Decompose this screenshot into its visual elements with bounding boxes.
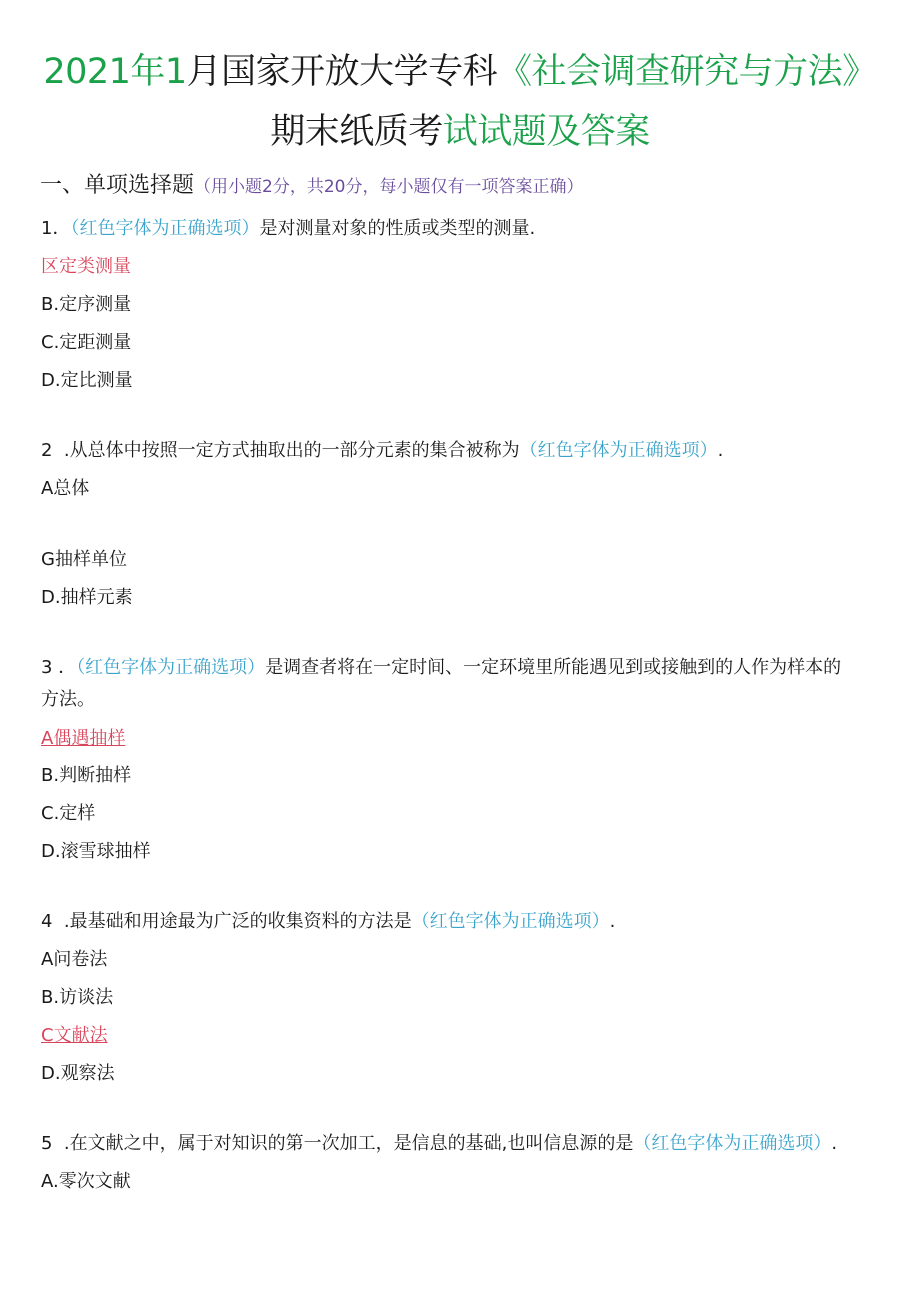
question-3-stem <box>41 655 841 681</box>
question-prefix: .从总体中按照一定方式抽取出的一部分元素的集合被称为 <box>63 440 520 461</box>
question-number: 1 <box>41 218 53 239</box>
question-suffix: 是对测量对象的性质或类型的测量. <box>259 218 536 239</box>
question-number: 2 <box>41 440 53 461</box>
answer-hint: （红色字体为正确选项） <box>70 218 260 239</box>
answer-hint: （红色字体为正确选项） <box>411 911 610 932</box>
question-3-option-b: B.判断抽样 <box>41 765 132 786</box>
question-4-option-a: A问卷法 <box>41 949 108 970</box>
question-4-stem <box>41 909 615 935</box>
question-5-option-a: A.零次文献 <box>41 1171 131 1192</box>
question-2-stem <box>41 438 723 464</box>
title-institution: 月国家开放大学专科 <box>186 52 498 92</box>
question-1-option-d: D.定比测量 <box>41 370 133 391</box>
question-4-option-c-correct: C文献法 <box>41 1025 108 1046</box>
question-1-stem <box>41 216 535 242</box>
question-5-stem <box>41 1131 837 1157</box>
answer-hint: （红色字体为正确选项） <box>519 440 718 461</box>
question-1-option-a-correct: 区定类测量 <box>41 256 131 277</box>
question-2-option-a: A总体 <box>41 478 90 499</box>
question-3-option-c: C.定样 <box>41 803 96 824</box>
question-suffix: . <box>609 911 616 932</box>
title-exam-type: 期末纸质考 <box>270 112 443 152</box>
title-course: 《社会调查研究与方法》 <box>497 52 877 92</box>
title-year: 2021年1 <box>43 52 187 92</box>
question-3-option-d: D.滚雪球抽样 <box>41 841 151 862</box>
document-title-line-1 <box>0 50 920 94</box>
question-number: 5 <box>41 1133 53 1154</box>
question-prefix: ． <box>58 657 77 678</box>
question-suffix: 是调查者将在一定时间、一定环境里所能遇见到或接触到的人作为样本的 <box>265 657 842 678</box>
section-note: （用小题2分，共20分，每小题仅有一项答案正确） <box>194 177 584 197</box>
question-prefix: .最基础和用途最为广泛的收集资料的方法是 <box>63 911 412 932</box>
question-suffix: . <box>831 1133 838 1154</box>
question-4-option-d: D.观察法 <box>41 1063 115 1084</box>
question-suffix: . <box>717 440 724 461</box>
question-1-option-b: B.定序测量 <box>41 294 132 315</box>
question-1-option-c: C.定距测量 <box>41 332 132 353</box>
question-prefix: ． <box>52 218 71 239</box>
answer-hint: （红色字体为正确选项） <box>76 657 266 678</box>
section-title: 一、单项选择题 <box>40 173 195 198</box>
question-3-option-a-correct: A偶遇抽样 <box>41 728 126 749</box>
question-number: 4 <box>41 911 53 932</box>
section-heading <box>40 170 583 203</box>
question-3-stem-continuation: 方法。 <box>41 689 95 710</box>
question-prefix: .在文献之中，属于对知识的第一次加工，是信息的基础,也叫信息源的是 <box>63 1133 634 1154</box>
question-2-option-d: D.抽样元素 <box>41 587 133 608</box>
question-number: 3 <box>41 657 53 678</box>
question-2-option-c: G抽样单位 <box>41 549 127 570</box>
answer-hint: （红色字体为正确选项） <box>633 1133 832 1154</box>
question-4-option-b: B.访谈法 <box>41 987 114 1008</box>
title-exam-answers: 试试题及答案 <box>442 112 650 152</box>
document-title-line-2 <box>0 110 920 154</box>
